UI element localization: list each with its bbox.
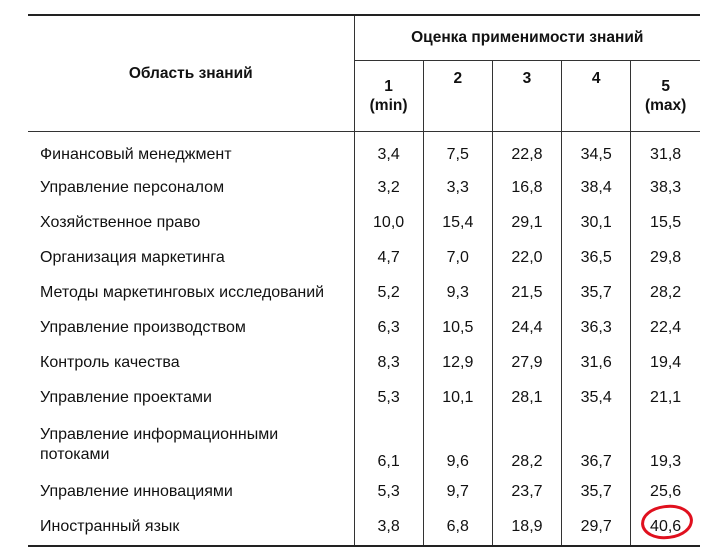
highlighted-value-text: 40,6 xyxy=(650,518,682,535)
value-cell: 7,0 xyxy=(423,240,492,275)
table-row xyxy=(28,170,700,205)
area-cell: Методы маркетинговых исследований xyxy=(40,283,325,301)
header-score-3 xyxy=(492,61,561,132)
value-cell: 22,4 xyxy=(631,310,700,345)
table-row xyxy=(28,240,700,275)
value-cell: 31,8 xyxy=(631,132,700,171)
value-cell: 24,4 xyxy=(492,310,561,345)
area-cell: Управление проектами xyxy=(40,388,212,406)
value-cell: 5,3 xyxy=(354,474,423,509)
table-row xyxy=(28,345,700,380)
table-row xyxy=(28,415,700,474)
value-cell: 38,4 xyxy=(562,170,631,205)
area-cell: Контроль качества xyxy=(40,353,180,371)
table-row xyxy=(28,205,700,240)
value-cell: 15,5 xyxy=(631,205,700,240)
value-cell: 28,2 xyxy=(492,415,561,474)
area-cell: Хозяйственное право xyxy=(40,213,201,231)
value-cell: 10,0 xyxy=(354,205,423,240)
value-cell: 5,2 xyxy=(354,275,423,310)
highlighted-value-cell xyxy=(631,509,700,546)
value-cell: 31,6 xyxy=(562,345,631,380)
value-cell: 16,8 xyxy=(492,170,561,205)
value-cell: 22,0 xyxy=(492,240,561,275)
value-cell: 35,7 xyxy=(562,474,631,509)
score-note: (min) xyxy=(369,97,408,114)
score-number: 4 xyxy=(591,70,601,87)
value-cell: 3,4 xyxy=(354,132,423,171)
value-cell: 10,1 xyxy=(423,380,492,415)
table-row xyxy=(28,380,700,415)
value-cell: 3,8 xyxy=(354,509,423,546)
value-cell: 6,3 xyxy=(354,310,423,345)
value-cell: 29,1 xyxy=(492,205,561,240)
header-score-title: Оценка применимости знаний xyxy=(354,15,700,61)
header-score-4 xyxy=(562,61,631,132)
value-cell: 27,9 xyxy=(492,345,561,380)
score-number: 5 xyxy=(661,78,670,95)
area-cell: Иностранный язык xyxy=(28,509,354,546)
value-cell: 30,1 xyxy=(562,205,631,240)
area-cell: Управление инновациями xyxy=(40,482,233,500)
area-cell: Финансовый менеджмент xyxy=(40,146,232,163)
score-number: 2 xyxy=(453,70,463,87)
value-cell: 3,3 xyxy=(423,170,492,205)
area-cell xyxy=(28,415,354,474)
value-cell: 25,6 xyxy=(631,474,700,509)
value-cell: 8,3 xyxy=(354,345,423,380)
value-cell: 36,3 xyxy=(562,310,631,345)
score-note: (max) xyxy=(644,97,687,114)
value-cell: 23,7 xyxy=(492,474,561,509)
header-row-main xyxy=(28,15,700,61)
value-cell: 28,2 xyxy=(631,275,700,310)
value-cell: 9,3 xyxy=(423,275,492,310)
value-cell: 28,1 xyxy=(492,380,561,415)
value-cell: 35,4 xyxy=(562,380,631,415)
table-row xyxy=(28,509,700,546)
value-cell: 3,2 xyxy=(354,170,423,205)
value-cell: 29,8 xyxy=(631,240,700,275)
header-score-2 xyxy=(423,61,492,132)
highlighted-value xyxy=(650,518,681,536)
value-cell: 19,3 xyxy=(631,415,700,474)
value-cell: 12,9 xyxy=(423,345,492,380)
red-circle-annotation xyxy=(639,502,694,541)
score-number: 3 xyxy=(522,70,532,87)
value-cell: 21,1 xyxy=(631,380,700,415)
header-area: Область знаний xyxy=(28,15,354,132)
value-cell: 36,7 xyxy=(562,415,631,474)
value-cell: 36,5 xyxy=(562,240,631,275)
area-line: Управление информационными xyxy=(40,425,279,443)
value-cell: 18,9 xyxy=(492,509,561,546)
area-cell: Управление персоналом xyxy=(40,178,225,196)
value-cell: 4,7 xyxy=(354,240,423,275)
value-cell: 6,8 xyxy=(423,509,492,546)
table-row xyxy=(28,474,700,509)
area-cell: Организация маркетинга xyxy=(40,248,225,266)
value-cell: 22,8 xyxy=(492,132,561,171)
value-cell: 6,1 xyxy=(354,415,423,474)
value-cell: 10,5 xyxy=(423,310,492,345)
table-row xyxy=(28,275,700,310)
value-cell: 29,7 xyxy=(562,509,631,546)
table-row xyxy=(28,132,700,171)
table-row xyxy=(28,310,700,345)
value-cell: 35,7 xyxy=(562,275,631,310)
value-cell: 15,4 xyxy=(423,205,492,240)
area-line: потоками xyxy=(40,445,110,463)
value-cell: 21,5 xyxy=(492,275,561,310)
area-cell: Управление производством xyxy=(40,318,246,336)
value-cell: 38,3 xyxy=(631,170,700,205)
value-cell: 19,4 xyxy=(631,345,700,380)
knowledge-applicability-table xyxy=(28,14,700,547)
knowledge-applicability-table-container xyxy=(28,14,700,547)
header-score-1 xyxy=(354,61,423,132)
score-number: 1 xyxy=(384,78,393,95)
value-cell: 7,5 xyxy=(423,132,492,171)
value-cell: 9,6 xyxy=(423,415,492,474)
value-cell: 34,5 xyxy=(562,132,631,171)
value-cell: 9,7 xyxy=(423,474,492,509)
value-cell: 5,3 xyxy=(354,380,423,415)
header-score-5 xyxy=(631,61,700,132)
